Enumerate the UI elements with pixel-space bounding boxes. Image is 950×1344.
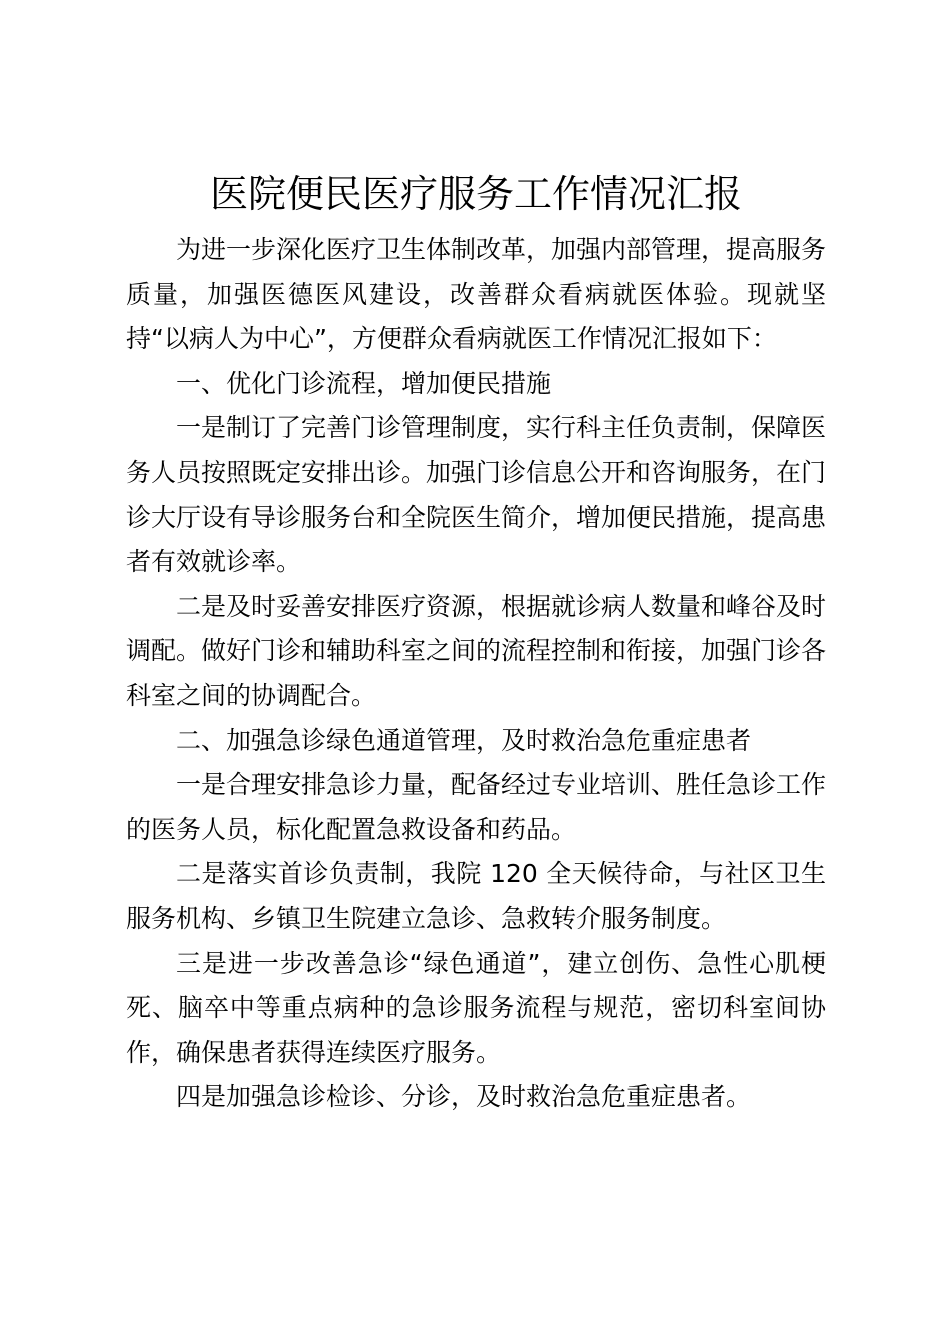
body-paragraph: 一是制订了完善门诊管理制度，实行科主任负责制，保障医务人员按照既定安排出诊。加强门诊信息公开和咨询服务，在门诊大厅设有导诊服务台和全院医生简介，增加便民措施，提高患者有效就诊率。	[126, 413, 827, 577]
section-heading-2: 二、加强急诊绿色通道管理，及时救治急危重症患者	[176, 725, 752, 755]
intro-paragraph: 为进一步深化医疗卫生体制改革，加强内部管理，提高服务质量，加强医德医风建设，改善群众看病就医体验。现就坚持“以病人为中心”，方便群众看病就医工作情况汇报如下：	[126, 235, 827, 354]
body-paragraph: 一是合理安排急诊力量，配备经过专业培训、胜任急诊工作的医务人员，标化配置急救设备和药品。	[126, 770, 827, 844]
body-paragraph: 四是加强急诊检诊、分诊，及时救治急危重症患者。	[176, 1082, 752, 1112]
section-heading-1: 一、优化门诊流程，增加便民措施	[176, 368, 552, 398]
document-page	[126, 160, 826, 1120]
body-paragraph: 三是进一步改善急诊“绿色通道”，建立创伤、急性心肌梗死、脑卒中等重点病种的急诊服务流程与规范，密切科室间协作，确保患者获得连续医疗服务。	[126, 948, 826, 1067]
body-paragraph: 二是及时妥善安排医疗资源，根据就诊病人数量和峰谷及时调配。做好门诊和辅助科室之间的流程控制和衔接，加强门诊各科室之间的协调配合。	[126, 591, 827, 710]
document-title: 医院便民医疗服务工作情况汇报	[209, 172, 742, 216]
body-paragraph: 二是落实首诊负责制，我院 120 全天候待命，与社区卫生服务机构、乡镇卫生院建立急诊、急救转介服务制度。	[126, 859, 826, 933]
